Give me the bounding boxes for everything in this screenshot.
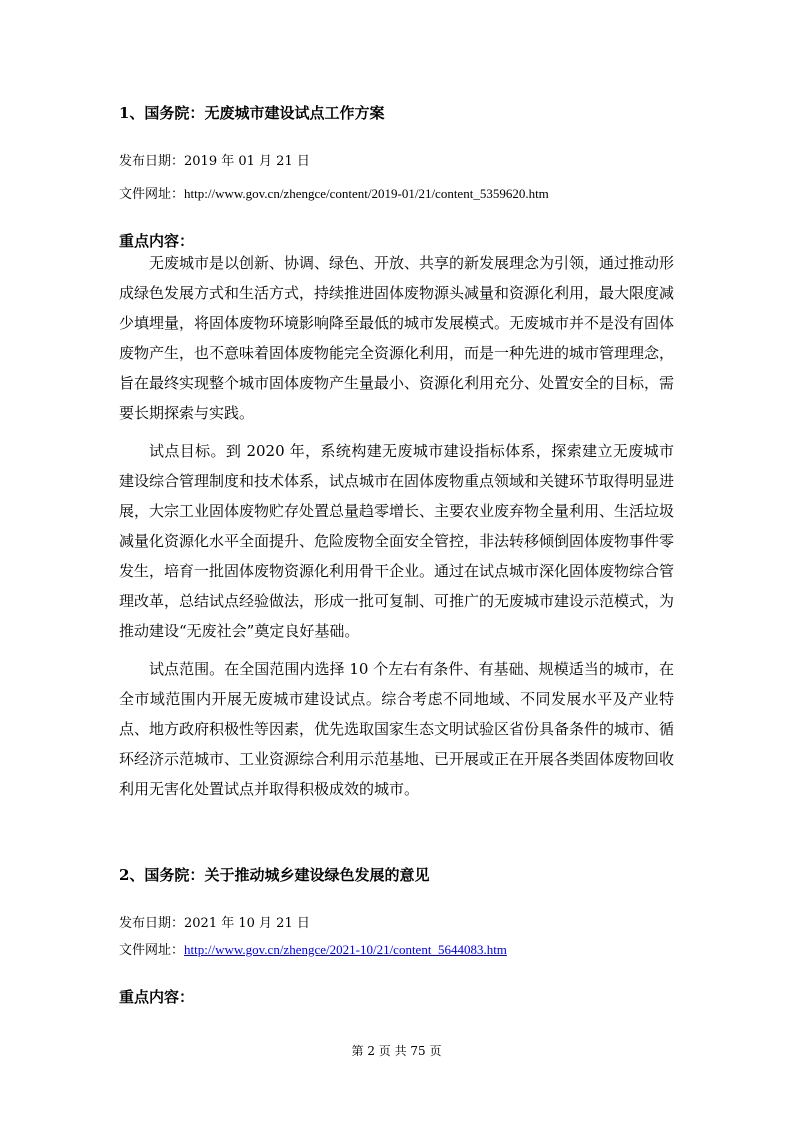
section-1-file-url	[119, 183, 549, 202]
publish-date-value: 2019 年 01 月 21 日	[184, 154, 310, 169]
section-2-key-points-label: 重点内容：	[119, 988, 195, 1006]
section-2-title: 2、国务院：关于推动城乡建设绿色发展的意见	[119, 866, 430, 884]
section-1-key-points-label: 重点内容：	[119, 232, 195, 250]
file-url-label: 文件网址：	[119, 943, 185, 958]
publish-date-label: 发布日期：	[119, 154, 185, 169]
file-url-link[interactable]: http://www.gov.cn/zhengce/2021-10/21/content_5644083.htm	[184, 942, 507, 957]
section-2-publish-date	[119, 912, 310, 931]
file-url-label: 文件网址：	[119, 187, 185, 202]
section-1-paragraph-1: 无废城市是以创新、协调、绿色、开放、共享的新发展理念为引领，通过推动形成绿色发展方式和生活方式，持续推进固体废物源头减量和资源化利用，最大限度减少填埋量，将固体废物环境影响降至最低的城市发展模式。无废城市并不是没有固体废物产生，也不意味着固体废物能完全资源化利用，而是一种先进的城市管理理念，旨在最终实现整个城市固体废物产生量最小、资源化利用充分、处置安全的目标，需要长期探索与实践。	[119, 254, 675, 422]
section-1-paragraph-3: 试点范围。在全国范围内选择 10 个左右有条件、有基础、规模适当的城市，在全市域范围内开展无废城市建设试点。综合考虑不同地域、不同发展水平及产业特点、地方政府积极性等因素，优先选取国家生态文明试验区省份具备条件的城市、循环经济示范城市、工业资源综合利用示范基地、已开展或正在开展各类固体废物回收利用无害化处置试点并取得积极成效的城市。	[119, 660, 675, 798]
section-1-paragraph-2: 试点目标。到 2020 年，系统构建无废城市建设指标体系，探索建立无废城市建设综合管理制度和技术体系，试点城市在固体废物重点领域和关键环节取得明显进展，大宗工业固体废物贮存处置总量趋零增长、主要农业废弃物全量利用、生活垃圾减量化资源化水平全面提升、危险废物全面安全管控，非法转移倾倒固体废物事件零发生，培育一批固体废物资源化利用骨干企业。通过在试点城市深化固体废物综合管理改革，总结试点经验做法，形成一批可复制、可推广的无废城市建设示范模式，为推动建设“无废社会”奠定良好基础。	[119, 442, 675, 640]
publish-date-value: 2021 年 10 月 21 日	[184, 916, 310, 931]
file-url-link[interactable]: http://www.gov.cn/zhengce/content/2019-01/21/content_5359620.htm	[184, 186, 549, 201]
section-1-title: 1、国务院：无废城市建设试点工作方案	[119, 104, 385, 122]
section-1-publish-date	[119, 150, 310, 169]
section-2-file-url	[119, 939, 507, 958]
page-footer: 第 2 页 共 75 页	[351, 1044, 442, 1058]
publish-date-label: 发布日期：	[119, 916, 185, 931]
